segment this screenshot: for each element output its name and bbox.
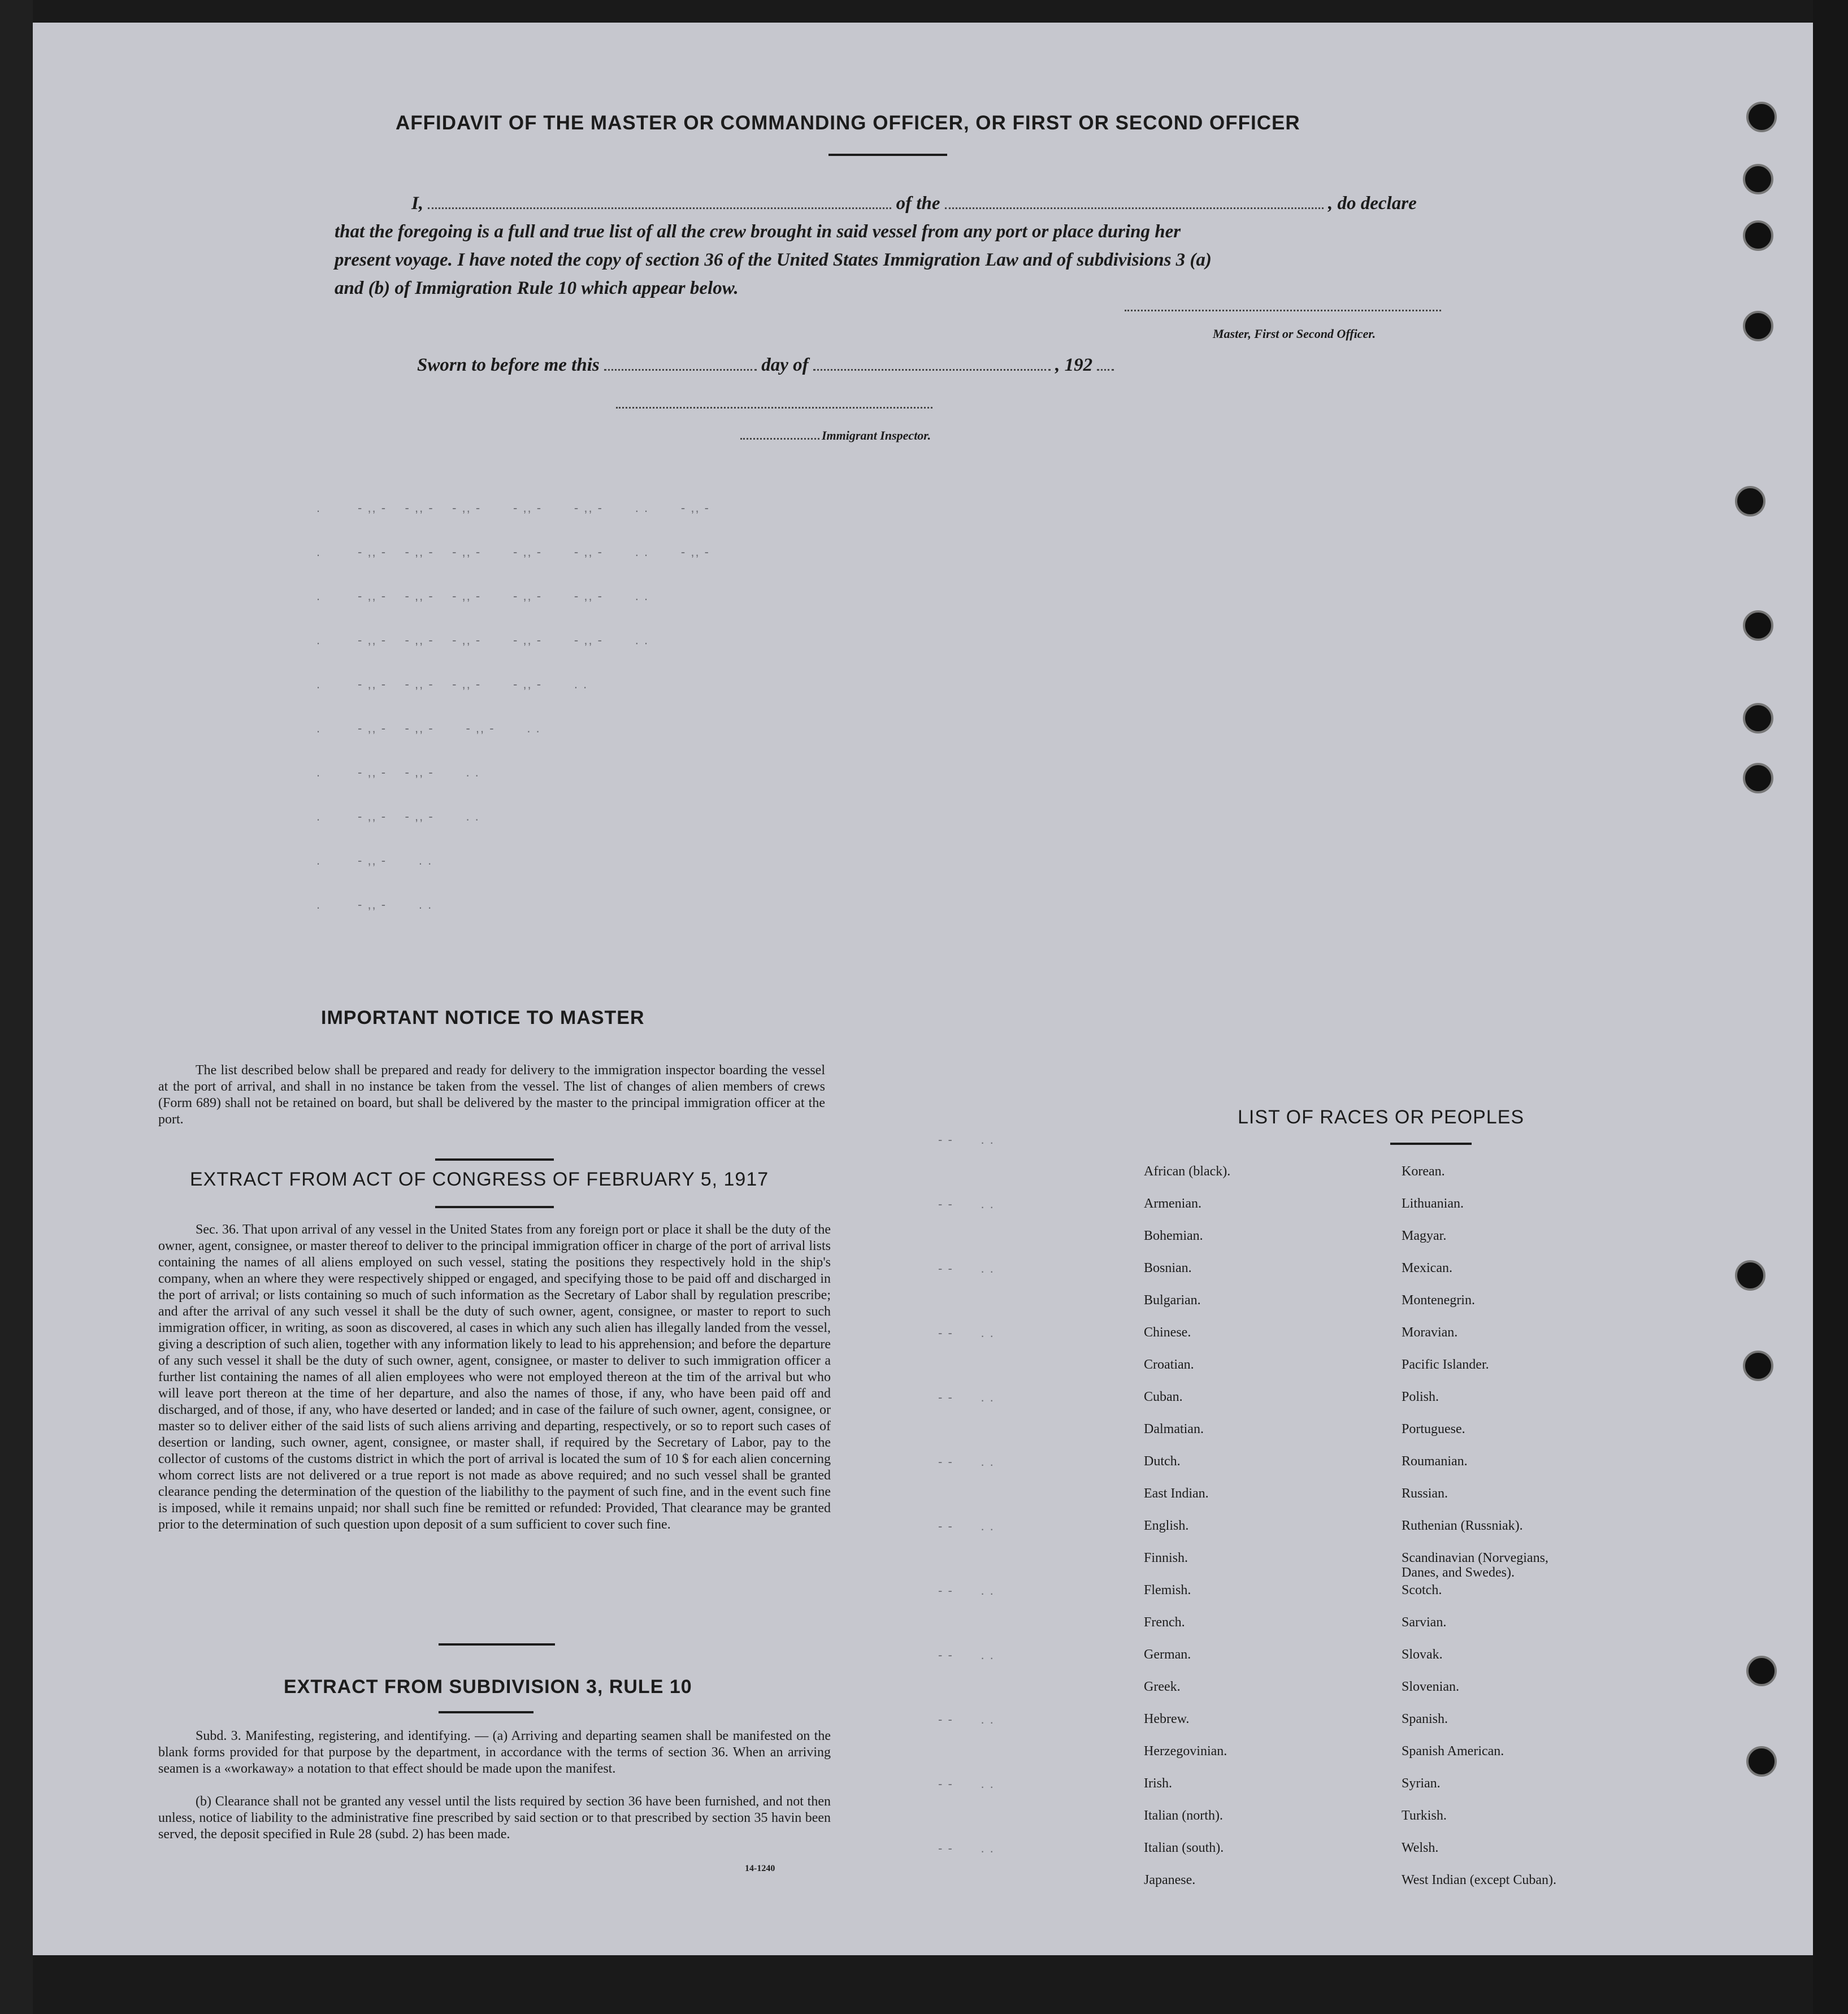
binder-hole xyxy=(1743,1351,1773,1381)
ghost-marks-right: - - . . - - . . - - . . - - . . - - . . - - . . - - . . - - . . - - . . - - . . - - . . - - . . xyxy=(938,1132,995,1855)
race-left: Italian (south). xyxy=(1144,1841,1224,1855)
inspector-line xyxy=(740,428,931,443)
binder-hole xyxy=(1743,311,1773,341)
race-right: Lithuanian. xyxy=(1402,1196,1464,1211)
race-right: Ruthenian (Russniak). xyxy=(1402,1518,1523,1533)
race-left: Bohemian. xyxy=(1144,1229,1203,1243)
race-right: Slovak. xyxy=(1402,1647,1443,1662)
ghost-marks: . - ,, - - ,, - - ,, - - ,, - - ,, - . . - ,, - . - ,, - - ,, - - ,, - - ,, - - ,, - . . - ,, - . - ,, - - ,, - - ,, - - ,, - - ,, - . . . - ,, - - ,, - - ,, - - ,, - - ,, - . . . - ,, - - ,, - - ,, - - ,, - . . . - ,, - - ,, - - ,, - . . . - ,, - - ,, - . . . - ,, - - ,, - . . . - ,, - . . . - ,, - . . xyxy=(316,501,710,911)
race-right: Spanish. xyxy=(1402,1712,1448,1726)
race-right: Magyar. xyxy=(1402,1229,1447,1243)
inspector-signature-blank[interactable] xyxy=(616,407,932,409)
declare-label: , do declare xyxy=(1328,193,1417,214)
race-left: Irish. xyxy=(1144,1776,1172,1791)
notice-body: The list described below shall be prepared and ready for delivery to the immigration inspector boarding the vessel at the port of arrival, and shall in no instance be taken from the vessel. The list of changes of alien members of crews (Form 689) shall not be retained on board, but shall be delivered by the master to the principal immigration officer at the port. xyxy=(158,1063,825,1127)
form-code: 14-1240 xyxy=(745,1864,775,1873)
race-right: Montenegrin. xyxy=(1402,1293,1475,1308)
rule-title: EXTRACT FROM SUBDIVISION 3, RULE 10 xyxy=(284,1676,692,1698)
race-right: Sarvian. xyxy=(1402,1615,1447,1630)
binder-hole xyxy=(1746,1656,1777,1686)
race-right: Korean. xyxy=(1402,1164,1445,1179)
act-body: Sec. 36. That upon arrival of any vessel in the United States from any foreign port or place it shall be the duty of the owner, agent, consignee, or master thereof to deliver to the principal immigration officer in charge of the port of arrival lists containing the names of all aliens employed on such vessel, stating the positions they respectively hold in the ship's company, when an where they were respectively shipped or engaged, and specifying those to be paid off and discharged in the port of arrival; or lists containing so much of such information as the Secretary of Labor shall by regulation prescribe; and after the arrival of any such vessel it shall be the duty of such owner, agent, consignee, or master to report to such immigration officer, in writing, as soon as discovered, al cases in which any such alien has illegally landed from the vessel, giving a description of such alien, together with any information likely to lead to his apprehension; and before the departure of any such vessel it shall be the duty of such owner, agent, consignee, or master to deliver to such immigration officer a further list containing the names of all alien employees who were not employed thereon at the tim of the arrival but who will leave port thereon at the time of her departure, and also the names of those, if any, who have been paid off and discharged, and of those, if any, who have deserted or landed; and in case of the failure of such owner, agent, consignee, or master so to deliver either of the said lists of such aliens arriving and departing, respectively, or so to report such cases of desertion or landing, such owner, agent, consignee, or master shall, if required by the Secretary of Labor, pay to the collector of customs of the customs district in which the port of arrival is located the sum of 10 $ for each alien concerning whom correct lists are not delivered or a true report is not made as above required; and no such vessel shall be granted clearance pending the determination of the question of the liabilithy to the payment of such fine, and in the event such fine is imposed, while it remains unpaid; nor shall such fine be remitted or refunded: Provided, That clearance may be granted prior to the determination of such question upon deposit of a sum sufficient to cover such fine. xyxy=(158,1222,831,1532)
binder-hole xyxy=(1743,610,1773,641)
title-underline xyxy=(828,154,947,156)
race-left: Finnish. xyxy=(1144,1551,1188,1565)
binder-hole xyxy=(1743,763,1773,793)
race-right: Portuguese. xyxy=(1402,1422,1465,1436)
sworn-day-blank[interactable] xyxy=(604,369,757,371)
scan-border-right xyxy=(1813,0,1848,2014)
race-right: Syrian. xyxy=(1402,1776,1441,1791)
race-left: English. xyxy=(1144,1518,1189,1533)
rule-body-b: (b) Clearance shall not be granted any vessel until the lists required by section 36 have been furnished, and not then unless, notice of liability to the administrative fine prescribed by said section or to that prescribed by section 35 havin been served, the deposit specified in Rule 28 (subd. 2) has been made. xyxy=(158,1794,831,1842)
binder-hole xyxy=(1743,164,1773,194)
declaration-line-2: that the foregoing is a full and true list of all the crew brought in said vessel from any port or place during her xyxy=(335,222,1181,242)
race-right: Pacific Islander. xyxy=(1402,1357,1489,1372)
race-left: Bulgarian. xyxy=(1144,1293,1201,1308)
of-the-label: of the xyxy=(896,193,940,214)
race-right: Welsh. xyxy=(1402,1841,1439,1855)
binder-hole xyxy=(1746,1746,1777,1777)
binder-hole xyxy=(1743,703,1773,733)
race-left: Armenian. xyxy=(1144,1196,1201,1211)
sworn-year-label: , 192 xyxy=(1055,355,1093,375)
race-left: Dalmatian. xyxy=(1144,1422,1204,1436)
binder-hole xyxy=(1743,220,1773,251)
sworn-day-label: day of xyxy=(761,355,809,375)
master-signature-blank[interactable] xyxy=(1125,310,1441,311)
officer-name-blank[interactable] xyxy=(428,207,891,209)
sworn-month-blank[interactable] xyxy=(813,369,1051,371)
race-right: Mexican. xyxy=(1402,1261,1452,1275)
race-left: Herzegovinian. xyxy=(1144,1744,1227,1759)
vessel-name-blank[interactable] xyxy=(945,207,1324,209)
binder-hole xyxy=(1735,486,1765,516)
race-right: Scandinavian (Norvegians, Danes, and Swedes). xyxy=(1402,1551,1548,1580)
race-left: Italian (north). xyxy=(1144,1808,1223,1823)
race-left: East Indian. xyxy=(1144,1486,1209,1501)
race-left: Croatian. xyxy=(1144,1357,1194,1372)
inspector-label: Immigrant Inspector. xyxy=(822,428,931,442)
races-title: LIST OF RACES OR PEOPLES xyxy=(1238,1106,1525,1128)
scan-border-left xyxy=(0,0,33,2014)
rule-divider xyxy=(439,1643,555,1646)
race-left: German. xyxy=(1144,1647,1191,1662)
sworn-line xyxy=(417,355,1114,376)
declaration-line-4: and (b) of Immigration Rule 10 which appear below. xyxy=(335,278,739,298)
race-left: African (black). xyxy=(1144,1164,1231,1179)
binder-hole xyxy=(1746,102,1777,132)
act-title: EXTRACT FROM ACT OF CONGRESS OF FEBRUARY 5, 1917 xyxy=(190,1169,769,1190)
race-left: Greek. xyxy=(1144,1679,1181,1694)
declaration-line-1 xyxy=(411,193,1440,214)
sworn-prefix: Sworn to before me this xyxy=(417,355,600,375)
races-underline xyxy=(1390,1143,1472,1145)
notice-title: IMPORTANT NOTICE TO MASTER xyxy=(321,1007,645,1028)
sworn-year-blank[interactable] xyxy=(1097,369,1114,371)
act-divider xyxy=(435,1158,554,1161)
race-right: Slovenian. xyxy=(1402,1679,1459,1694)
race-left: Hebrew. xyxy=(1144,1712,1190,1726)
race-right: Roumanian. xyxy=(1402,1454,1468,1469)
master-label: Master, First or Second Officer. xyxy=(1213,327,1376,341)
rule-underline xyxy=(439,1711,533,1713)
race-right: Polish. xyxy=(1402,1390,1439,1404)
race-left: Cuban. xyxy=(1144,1390,1183,1404)
i-label: I, xyxy=(411,193,424,214)
race-left: Japanese. xyxy=(1144,1873,1196,1887)
affidavit-title: AFFIDAVIT OF THE MASTER OR COMMANDING OFFICER, OR FIRST OR SECOND OFFICER xyxy=(396,112,1300,134)
race-right: Turkish. xyxy=(1402,1808,1447,1823)
race-right: Moravian. xyxy=(1402,1325,1458,1340)
act-underline xyxy=(435,1206,554,1208)
declaration-line-3: present voyage. I have noted the copy of section 36 of the United States Immigration Law and of subdivisions 3 (a) xyxy=(335,250,1212,270)
race-right: Scotch. xyxy=(1402,1583,1442,1598)
race-right: Spanish American. xyxy=(1402,1744,1504,1759)
race-right: West Indian (except Cuban). xyxy=(1402,1873,1556,1887)
race-right: Russian. xyxy=(1402,1486,1448,1501)
document-sheet xyxy=(33,23,1813,1955)
race-left: French. xyxy=(1144,1615,1185,1630)
race-left: Chinese. xyxy=(1144,1325,1191,1340)
rule-body-a: Subd. 3. Manifesting, registering, and identifying. — (a) Arriving and departing seamen shall be manifested on the blank forms provided for that purpose by the department, in accordance with the terms of section 36. When an arriving seamen is a «workaway» a notation to that effect should be made upon the manifest. xyxy=(158,1729,831,1776)
race-left: Bosnian. xyxy=(1144,1261,1192,1275)
race-left: Dutch. xyxy=(1144,1454,1181,1469)
binder-hole xyxy=(1735,1260,1765,1291)
race-left: Flemish. xyxy=(1144,1583,1191,1598)
inspector-leader xyxy=(740,438,819,440)
